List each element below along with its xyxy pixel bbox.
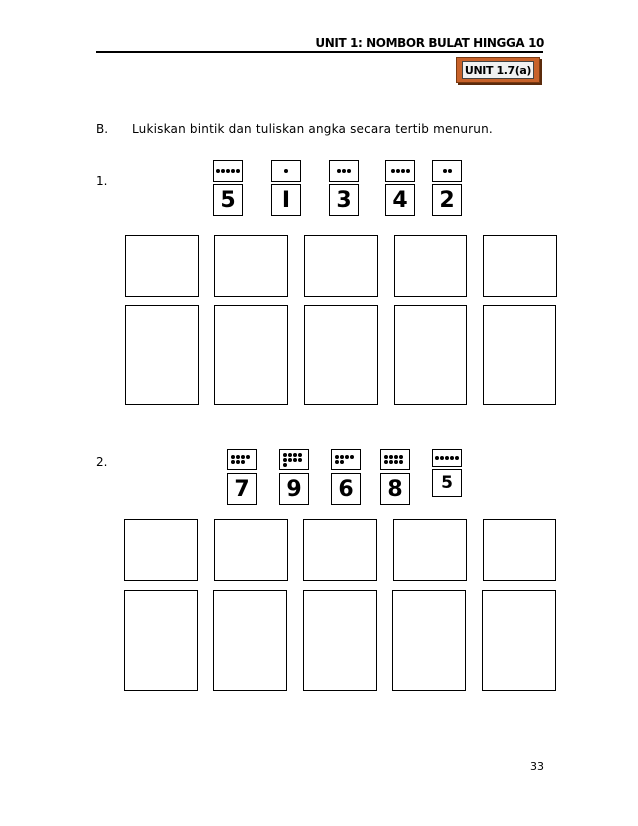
dots-answer-box[interactable]	[483, 235, 557, 297]
numeral-box: 3	[329, 184, 359, 216]
dot	[396, 169, 400, 173]
numeral-box: 7	[227, 473, 257, 505]
numeral-answer-box[interactable]	[125, 305, 199, 405]
dot	[236, 460, 240, 464]
dot	[283, 458, 287, 462]
dot	[231, 169, 235, 173]
dot	[231, 460, 235, 464]
dot	[448, 169, 452, 173]
dot	[394, 455, 398, 459]
dot	[226, 169, 230, 173]
numeral-box: 9	[279, 473, 309, 505]
dot	[298, 453, 302, 457]
dot	[389, 455, 393, 459]
dot	[288, 453, 292, 457]
dot	[394, 460, 398, 464]
dot	[293, 458, 297, 462]
dot	[337, 169, 341, 173]
dots-box	[271, 160, 301, 182]
dots-answer-box[interactable]	[124, 519, 198, 581]
dots-answer-box[interactable]	[125, 235, 199, 297]
dot	[236, 455, 240, 459]
numeral-box: 5	[213, 184, 243, 216]
unit-badge-label: UNIT 1.7(a)	[462, 61, 534, 79]
dots-answer-box[interactable]	[214, 235, 288, 297]
numeral-box: 2	[432, 184, 462, 216]
dot	[384, 455, 388, 459]
unit-badge	[456, 57, 540, 83]
numeral-answer-box[interactable]	[394, 305, 467, 405]
dot	[241, 455, 245, 459]
dot	[335, 460, 339, 464]
dots-box	[380, 449, 410, 470]
dots-answer-box[interactable]	[303, 519, 377, 581]
dot	[335, 455, 339, 459]
numeral-answer-box[interactable]	[303, 590, 377, 691]
dot	[443, 169, 447, 173]
dots-box	[432, 160, 462, 182]
numeral-box: 6	[331, 473, 361, 505]
dot	[340, 455, 344, 459]
dot	[221, 169, 225, 173]
dot	[342, 169, 346, 173]
dot	[350, 455, 354, 459]
question-2-number: 2.	[96, 455, 108, 469]
dot	[445, 456, 449, 460]
dot	[399, 460, 403, 464]
dots-box	[385, 160, 415, 182]
numeral-box: 4	[385, 184, 415, 216]
dots-answer-box[interactable]	[304, 235, 378, 297]
page-number: 33	[530, 760, 544, 773]
dot	[288, 458, 292, 462]
dots-box	[279, 449, 309, 470]
dots-box	[331, 449, 361, 470]
dots-box	[213, 160, 243, 182]
numeral-answer-box[interactable]	[124, 590, 198, 691]
header-title: UNIT 1: NOMBOR BULAT HINGGA 10	[315, 36, 544, 50]
numeral-answer-box[interactable]	[483, 305, 556, 405]
dot	[440, 456, 444, 460]
dots-box	[227, 449, 257, 470]
dot	[340, 460, 344, 464]
numeral-box: I	[271, 184, 301, 216]
numeral-answer-box[interactable]	[392, 590, 466, 691]
dot	[241, 460, 245, 464]
dot	[345, 455, 349, 459]
dots-box	[432, 449, 462, 467]
dots-answer-box[interactable]	[214, 519, 288, 581]
numeral-answer-box[interactable]	[482, 590, 556, 691]
dots-answer-box[interactable]	[483, 519, 556, 581]
numeral-answer-box[interactable]	[213, 590, 287, 691]
dot	[384, 460, 388, 464]
dot	[236, 169, 240, 173]
numeral-answer-box[interactable]	[214, 305, 288, 405]
question-1-number: 1.	[96, 174, 108, 188]
dot	[401, 169, 405, 173]
dot	[347, 169, 351, 173]
dot	[284, 169, 288, 173]
dot	[406, 169, 410, 173]
dot	[455, 456, 459, 460]
dot	[246, 455, 250, 459]
dot	[216, 169, 220, 173]
numeral-answer-box[interactable]	[304, 305, 378, 405]
header-rule	[96, 51, 543, 53]
dots-answer-box[interactable]	[394, 235, 467, 297]
dot	[298, 458, 302, 462]
dot	[435, 456, 439, 460]
instruction-letter: B.	[96, 122, 109, 136]
dot	[450, 456, 454, 460]
numeral-box: 5	[432, 469, 462, 497]
dot	[399, 455, 403, 459]
dots-box	[329, 160, 359, 182]
numeral-box: 8	[380, 473, 410, 505]
instruction-text: Lukiskan bintik dan tuliskan angka secara tertib menurun.	[132, 122, 493, 136]
dots-answer-box[interactable]	[393, 519, 467, 581]
dot	[283, 463, 287, 467]
dot	[389, 460, 393, 464]
dot	[283, 453, 287, 457]
dot	[293, 453, 297, 457]
dot	[391, 169, 395, 173]
dot	[231, 455, 235, 459]
